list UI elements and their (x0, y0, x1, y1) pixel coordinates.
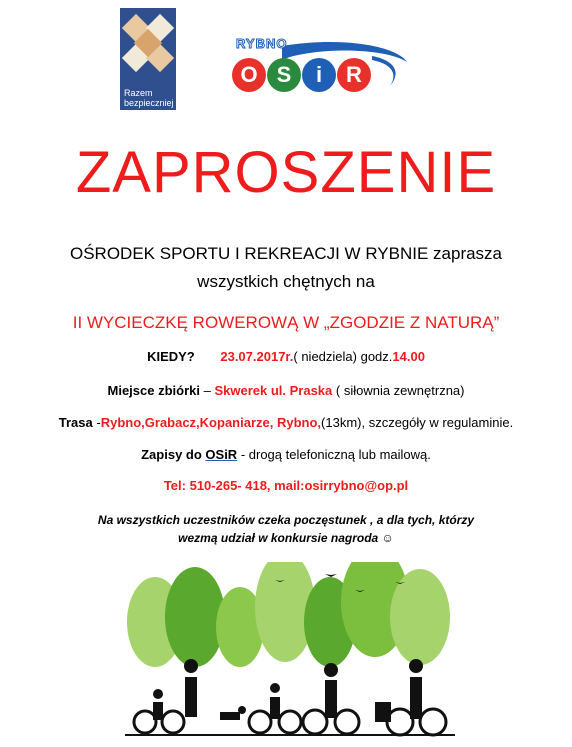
tree-shapes (127, 562, 450, 667)
prize-line-2: wezmą udział w konkursie nagroda ☺ (178, 531, 394, 545)
route-path: Rybno,Grabacz,Kopaniarze, Rybno, (100, 415, 322, 430)
meeting-dash: – (199, 383, 215, 398)
contact-line: Tel: 510-265- 418, mail:osirrybno@op.pl (163, 478, 409, 493)
intro-line-2: wszystkich chętnych na (197, 272, 375, 291)
event-time: 14.00 (392, 349, 425, 364)
meeting-place: Skwerek ul. Praska (214, 383, 333, 398)
intro-line-1 (0, 244, 572, 264)
razem-bezpieczniej-logo (120, 8, 176, 110)
osir-letter-o: O (232, 58, 266, 92)
organizer-name: OŚRODEK SPORTU I REKREACJI W RYBNIE (69, 244, 429, 263)
cyclists-illustration (125, 562, 455, 742)
osir-letter-r: R (337, 58, 371, 92)
event-day: ( niedziela) godz. (293, 349, 393, 364)
razem-text-line2: bezpieczniej (124, 98, 174, 108)
event-name: II WYCIECZKĘ ROWEROWĄ W „ZGODZIE Z NATURĄ” (72, 313, 500, 332)
osir-letter-i: i (302, 58, 336, 92)
route-label: Trasa (58, 415, 93, 430)
prize-line-1: Na wszystkich uczestników czeka poczęstunek , a dla tych, którzy (97, 513, 475, 527)
osir-wordmark-rybno: RYBNO (236, 36, 288, 51)
osir-letter-s: S (267, 58, 301, 92)
when-label: KIEDY? (147, 349, 195, 364)
meeting-label: Miejsce zbiórki (107, 383, 200, 398)
meeting-line (0, 383, 572, 398)
signup-org: OSiR (205, 447, 238, 462)
when-line (0, 349, 572, 364)
signup-method: - drogą telefoniczną lub mailową. (237, 447, 431, 462)
signup-label: Zapisy do (141, 447, 206, 462)
route-details: (13km), szczegóły w regulaminie. (321, 415, 514, 430)
invitation-title: ZAPROSZENIE (75, 140, 497, 205)
event-date: 23.07.2017r. (220, 349, 294, 364)
route-dash: - (92, 415, 101, 430)
route-line (0, 415, 572, 430)
signup-line (0, 447, 572, 462)
razem-text-line1: Razem (124, 88, 153, 98)
intro-invites: zaprasza (428, 244, 503, 263)
osir-rybno-logo (222, 38, 412, 100)
meeting-note: ( siłownia zewnętrzna) (332, 383, 465, 398)
